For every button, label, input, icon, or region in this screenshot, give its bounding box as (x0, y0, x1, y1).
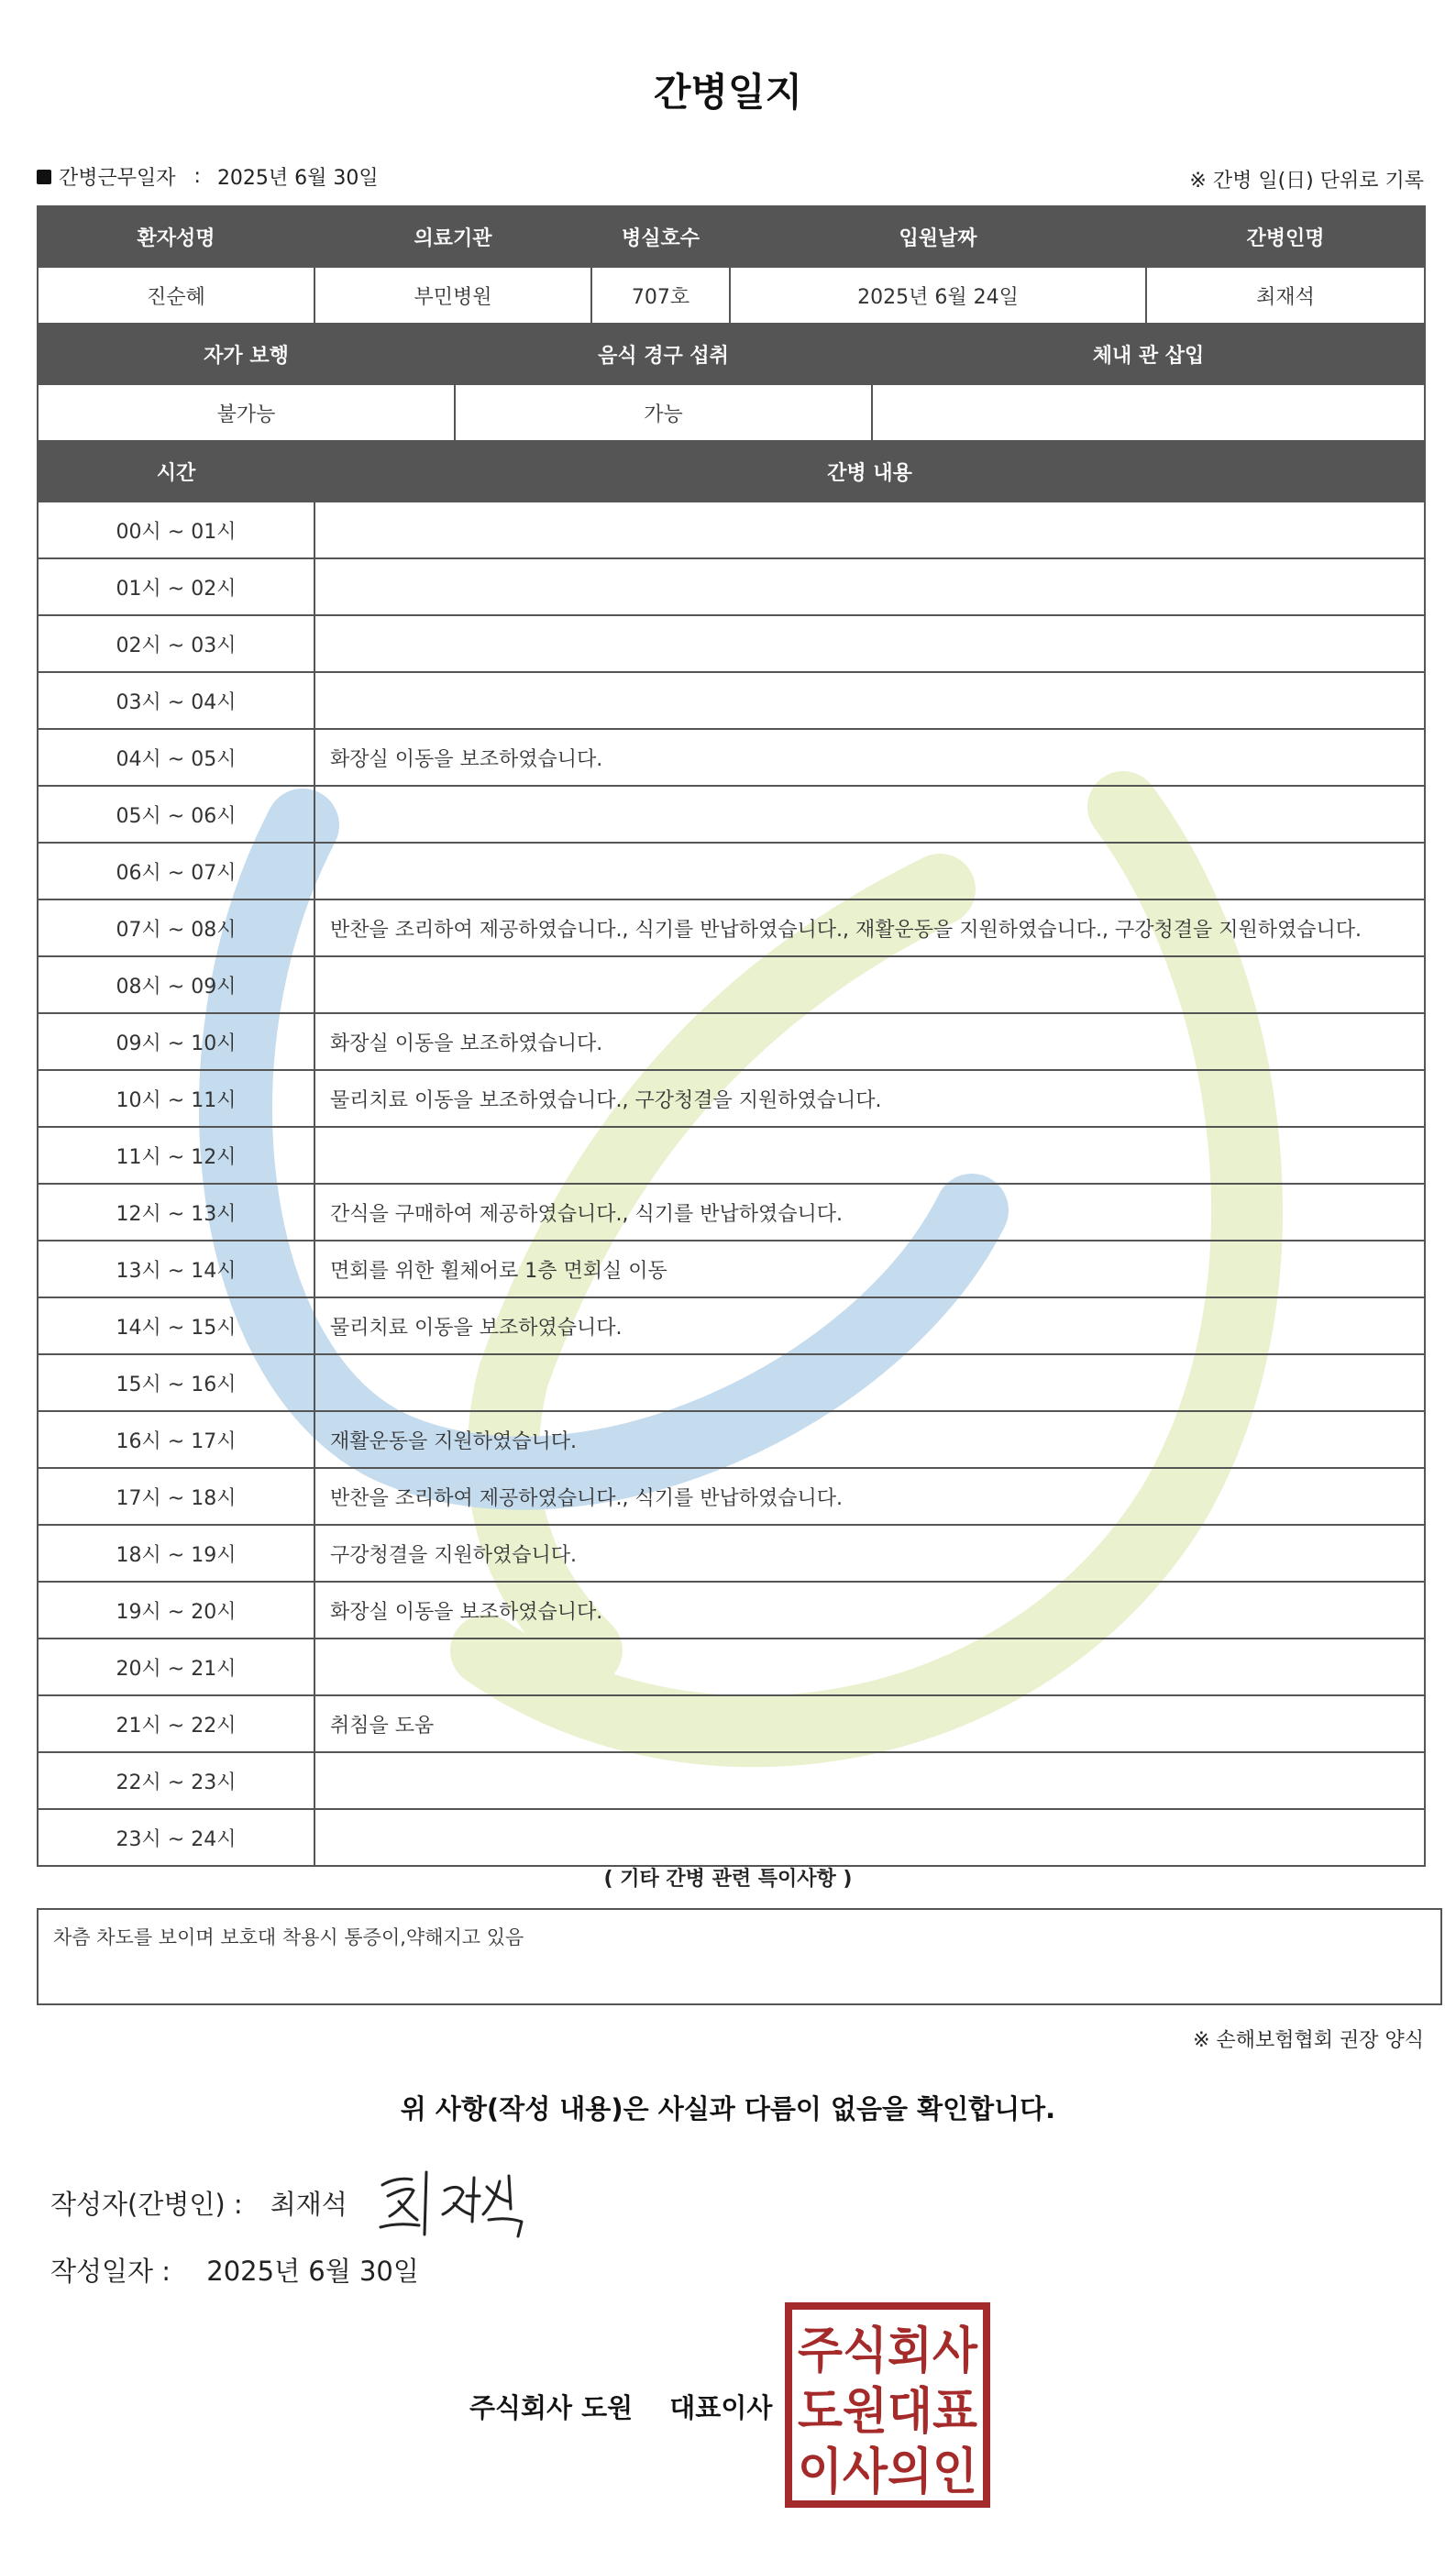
work-date-separator: : (193, 165, 201, 188)
table-row (38, 1525, 1425, 1582)
care-content-cell (314, 672, 1425, 729)
time-cell: 08시 ~ 09시 (38, 956, 314, 1013)
care-content-cell: 면회를 위한 휠체어로 1층 면회실 이동 (314, 1241, 1425, 1297)
work-date-label: 간병근무일자 (59, 167, 176, 190)
header-time: 시간 (38, 441, 314, 502)
table-row (38, 672, 1425, 729)
table-row (38, 1411, 1425, 1468)
time-cell: 11시 ~ 12시 (38, 1127, 314, 1184)
table-row (38, 615, 1425, 672)
company-representative: 대표이사 (669, 2392, 773, 2423)
table-row (38, 558, 1425, 615)
table-row (38, 1013, 1425, 1070)
handwritten-signature (371, 2159, 536, 2242)
patient-info-header-row (38, 206, 1425, 267)
table-row (38, 1354, 1425, 1411)
header-room: 병실호수 (591, 206, 730, 267)
write-date-label: 작성일자 : (50, 2256, 171, 2287)
seal-line-1: 주식회사 (798, 2322, 978, 2379)
patient-name: 진순혜 (38, 267, 314, 324)
care-content-cell: 반찬을 조리하여 제공하였습니다., 식기를 반납하였습니다. (314, 1468, 1425, 1525)
time-cell: 19시 ~ 20시 (38, 1582, 314, 1639)
time-cell: 20시 ~ 21시 (38, 1639, 314, 1695)
table-row (38, 1639, 1425, 1695)
daily-record-note: ※ 간병 일(日) 단위로 기록 (1189, 170, 1424, 193)
care-content-cell: 물리치료 이동을 보조하였습니다., 구강청결을 지원하였습니다. (314, 1070, 1425, 1127)
table-row (38, 843, 1425, 899)
status-header-row (38, 324, 1425, 384)
square-bullet-icon (37, 170, 51, 184)
time-cell: 02시 ~ 03시 (38, 615, 314, 672)
patient-info-table (37, 205, 1426, 325)
care-content-cell (314, 615, 1425, 672)
time-cell: 10시 ~ 11시 (38, 1070, 314, 1127)
time-cell: 17시 ~ 18시 (38, 1468, 314, 1525)
header-hospital: 의료기관 (314, 206, 591, 267)
time-cell: 05시 ~ 06시 (38, 786, 314, 843)
care-content-cell (314, 843, 1425, 899)
special-notes-title: ( 기타 간병 관련 특이사항 ) (603, 1868, 853, 1891)
writer-label: 작성자(간병인) : (50, 2189, 243, 2220)
time-cell: 14시 ~ 15시 (38, 1297, 314, 1354)
table-row (38, 1070, 1425, 1127)
table-row (38, 1468, 1425, 1525)
care-content-cell (314, 956, 1425, 1013)
write-date-value: 2025년 6월 30일 (206, 2256, 419, 2287)
writer-line (50, 2184, 347, 2222)
patient-info-value-row (38, 267, 1425, 324)
time-cell: 00시 ~ 01시 (38, 502, 314, 558)
care-content-cell (314, 1752, 1425, 1809)
table-row (38, 956, 1425, 1013)
confirmation-statement: 위 사항(작성 내용)은 사실과 다름이 없음을 확인합니다. (400, 2093, 1056, 2124)
special-notes-box: 차츰 차도를 보이며 보호대 착용시 통증이,약해지고 있음 (37, 1908, 1442, 2005)
work-date-line (37, 162, 379, 191)
header-tube-insertion: 체내 관 삽입 (872, 324, 1425, 384)
company-name: 주식회사 도원 (469, 2392, 634, 2423)
time-cell: 09시 ~ 10시 (38, 1013, 314, 1070)
care-content-cell (314, 1809, 1425, 1866)
time-cell: 13시 ~ 14시 (38, 1241, 314, 1297)
tube-insertion-value (872, 384, 1425, 441)
company-seal-stamp (784, 2301, 991, 2509)
admission-date: 2025년 6월 24일 (730, 267, 1146, 324)
time-cell: 22시 ~ 23시 (38, 1752, 314, 1809)
company-line (469, 2388, 772, 2425)
care-content-cell: 취침을 도움 (314, 1695, 1425, 1752)
work-date-value: 2025년 6월 30일 (216, 167, 379, 190)
header-admission-date: 입원날짜 (730, 206, 1146, 267)
care-content-cell: 반찬을 조리하여 제공하였습니다., 식기를 반납하였습니다., 재활운동을 지원하였습니다., 구강청결을 지원하였습니다. (314, 899, 1425, 956)
hospital-name: 부민병원 (314, 267, 591, 324)
self-walking-value: 불가능 (38, 384, 455, 441)
table-row (38, 1809, 1425, 1866)
status-value-row (38, 384, 1425, 441)
time-cell: 23시 ~ 24시 (38, 1809, 314, 1866)
time-cell: 15시 ~ 16시 (38, 1354, 314, 1411)
table-row (38, 1752, 1425, 1809)
table-row (38, 1127, 1425, 1184)
table-row (38, 786, 1425, 843)
time-cell: 12시 ~ 13시 (38, 1184, 314, 1241)
care-content-cell (314, 502, 1425, 558)
caregiver-name: 최재석 (1146, 267, 1425, 324)
care-content-cell: 화장실 이동을 보조하였습니다. (314, 1013, 1425, 1070)
document-title: 간병일지 (653, 70, 803, 115)
care-content-cell: 구강청결을 지원하였습니다. (314, 1525, 1425, 1582)
care-content-cell: 재활운동을 지원하였습니다. (314, 1411, 1425, 1468)
time-cell: 21시 ~ 22시 (38, 1695, 314, 1752)
table-row (38, 1297, 1425, 1354)
care-content-cell (314, 1127, 1425, 1184)
recommended-form-note: ※ 손해보험협회 권장 양식 (1193, 2029, 1424, 2052)
time-cell: 03시 ~ 04시 (38, 672, 314, 729)
care-content-cell (314, 1639, 1425, 1695)
table-row (38, 1241, 1425, 1297)
care-content-cell: 간식을 구매하여 제공하였습니다., 식기를 반납하였습니다. (314, 1184, 1425, 1241)
table-row (38, 899, 1425, 956)
header-care-content: 간병 내용 (314, 441, 1425, 502)
seal-line-2: 도원대표 (798, 2382, 977, 2440)
time-cell: 01시 ~ 02시 (38, 558, 314, 615)
care-content-cell: 화장실 이동을 보조하였습니다. (314, 729, 1425, 786)
writer-name: 최재석 (270, 2189, 347, 2220)
table-row (38, 1184, 1425, 1241)
care-log-header-row (38, 441, 1425, 502)
table-row (38, 1582, 1425, 1639)
write-date-line (50, 2251, 419, 2289)
table-row (38, 502, 1425, 558)
header-patient-name: 환자성명 (38, 206, 314, 267)
room-number: 707호 (591, 267, 730, 324)
table-row (38, 1695, 1425, 1752)
care-content-cell (314, 558, 1425, 615)
seal-line-3: 이사의인 (798, 2443, 977, 2500)
care-log-table (37, 440, 1426, 1867)
header-caregiver: 간병인명 (1146, 206, 1425, 267)
care-content-cell: 물리치료 이동을 보조하였습니다. (314, 1297, 1425, 1354)
header-self-walking: 자가 보행 (38, 324, 455, 384)
care-content-cell (314, 1354, 1425, 1411)
time-cell: 04시 ~ 05시 (38, 729, 314, 786)
time-cell: 18시 ~ 19시 (38, 1525, 314, 1582)
oral-intake-value: 가능 (455, 384, 872, 441)
patient-status-table (37, 323, 1426, 442)
care-content-cell (314, 786, 1425, 843)
time-cell: 16시 ~ 17시 (38, 1411, 314, 1468)
time-cell: 07시 ~ 08시 (38, 899, 314, 956)
table-row (38, 729, 1425, 786)
care-content-cell: 화장실 이동을 보조하였습니다. (314, 1582, 1425, 1639)
header-oral-intake: 음식 경구 섭취 (455, 324, 872, 384)
time-cell: 06시 ~ 07시 (38, 843, 314, 899)
